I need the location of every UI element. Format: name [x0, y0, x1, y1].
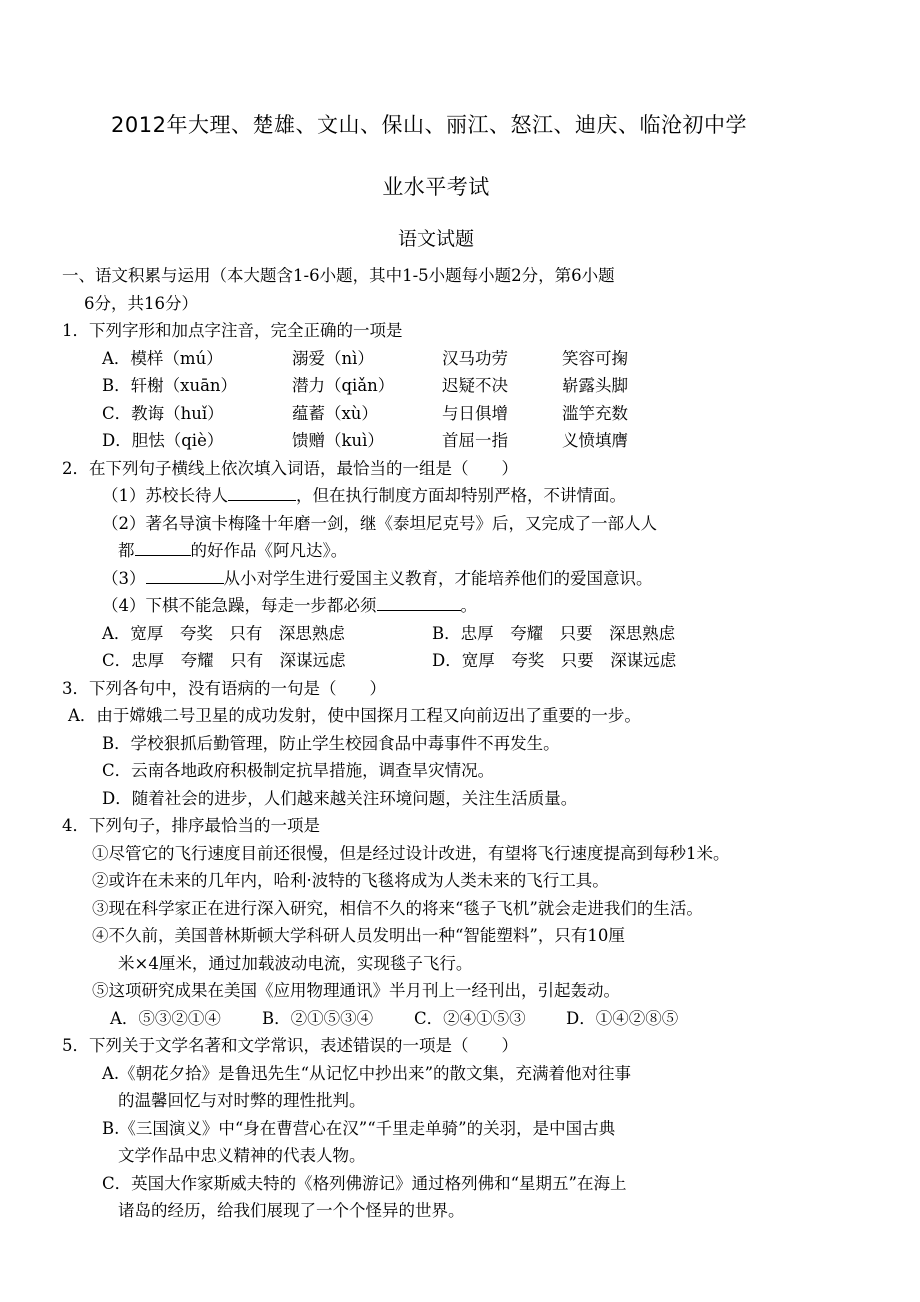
option-a-label: A．	[102, 348, 131, 368]
blank-1-input[interactable]	[228, 484, 296, 502]
question-4-option-b[interactable]	[262, 1005, 414, 1033]
question-4-stem	[62, 812, 810, 840]
option-b-label: B．	[102, 376, 131, 395]
section-heading-continuation: 6分，共16分）	[84, 293, 198, 313]
question-2-blank-2-line2	[118, 537, 810, 565]
exam-body	[62, 262, 810, 1225]
blank-4-label: （4）	[102, 596, 146, 615]
question-3-option-a[interactable]	[68, 702, 810, 730]
q5-option-a-text1: 《朝花夕拾》是鲁迅先生“从记忆中抄出来”的散文集，充满着他对往事	[119, 1063, 632, 1083]
question-2-option-a[interactable]	[102, 620, 432, 648]
option-b-word1: 轩榭（xuān）	[130, 376, 238, 395]
q4-option-c-label: C．	[414, 1008, 444, 1028]
option-a-col4: 笑容可掬	[562, 348, 628, 368]
page-title-line-2: 业水平考试	[382, 175, 490, 199]
blank-4-after: 。	[460, 596, 477, 615]
q4-option-b-text: ②①⑤③④	[290, 1008, 374, 1028]
question-4-stem-text: 下列句子，排序最恰当的一项是	[89, 816, 320, 835]
q5-option-b-text1: 《三国演义》中“身在曹营心在汉”“千里走单骑”的关羽，是中国古典	[119, 1118, 616, 1138]
question-2-blank-3	[102, 565, 810, 593]
question-4-item-3: ③现在科学家正在进行深入研究，相信不久的将来“毯子飞机”就会走进我们的生活。	[92, 898, 703, 918]
option-c-col3: 与日俱增	[442, 403, 508, 423]
question-5-stem-text: 下列关于文学名著和文学常识，表述错误的一项是（ ）	[89, 1036, 518, 1055]
question-2-number: 2．	[62, 458, 89, 478]
section-heading	[62, 262, 810, 290]
question-1-option-d[interactable]	[102, 427, 810, 455]
q2-option-d-label: D．	[432, 651, 462, 670]
question-2-option-c[interactable]	[102, 647, 432, 675]
option-d-word1: 胆怯（qiè）	[131, 431, 224, 450]
blank-4-before: 下棋不能急躁，每走一步都必须	[145, 596, 377, 615]
option-d-label: D．	[102, 431, 132, 450]
question-3-stem	[62, 675, 810, 703]
question-5-option-a-line1[interactable]	[102, 1060, 810, 1088]
blank-3-label: （3）	[102, 568, 146, 588]
question-1-stem-text: 下列字形和加点字注音，完全正确的一项是	[89, 321, 403, 340]
question-4-item-4-line1: ④不久前，美国普林斯顿大学科研人员发明出一种“智能塑料”，只有10厘	[92, 926, 625, 945]
question-4-option-d[interactable]	[566, 1005, 678, 1033]
question-1-option-c[interactable]	[102, 400, 810, 428]
blank-1-after: ，但在执行制度方面却特别严格，不讲情面。	[296, 486, 626, 505]
blank-2-line1-text: 著名导演卡梅隆十年磨一剑，继《泰坦尼克号》后，又完成了一部人人	[145, 513, 657, 533]
question-4-option-a[interactable]	[110, 1005, 262, 1033]
question-1-stem	[62, 317, 810, 345]
option-b-col4: 崭露头脚	[562, 376, 628, 395]
q4-option-d-label: D．	[566, 1008, 596, 1028]
section-heading-text: 一、语文积累与运用（本大题含1-6小题，其中1-5小题每小题2分，第6小题	[62, 266, 615, 285]
question-5-number: 5．	[62, 1036, 89, 1055]
q5-option-b-label: B.	[102, 1118, 120, 1138]
option-b-col2: 潜力（qiǎn）	[292, 376, 395, 395]
q5-option-c-label: C．	[102, 1173, 132, 1193]
q5-option-a-label: A.	[102, 1063, 120, 1083]
question-2-blank-4	[102, 592, 810, 620]
q3-option-c-text: 云南各地政府积极制定抗旱措施，调查旱灾情况。	[131, 761, 495, 780]
question-2-blank-2-line1	[102, 510, 810, 538]
option-d-col2: 馈赠（kuì）	[292, 431, 384, 450]
blank-3-input[interactable]	[146, 566, 224, 584]
question-4-item-5: ⑤这项研究成果在美国《应用物理通讯》半月刊上一经刊出，引起轰动。	[92, 981, 620, 1000]
question-2-options-row-2	[102, 647, 810, 675]
option-a-col1	[102, 345, 292, 373]
q4-option-a-text: ⑤③②①④	[138, 1008, 221, 1028]
question-4-options-row	[110, 1005, 810, 1033]
question-4-option-c[interactable]	[414, 1005, 566, 1033]
q5-option-c-text1: 英国大作家斯威夫特的《格列佛游记》通过格列佛和“星期五”在海上	[131, 1173, 627, 1193]
q3-option-d-text: 随着社会的进步，人们越来越关注环境问题，关注生活质量。	[131, 788, 578, 808]
option-c-label: C．	[102, 403, 132, 423]
q2-option-d-text: 宽厚 夸奖 只要 深谋远虑	[461, 651, 677, 670]
option-a-word1: 模样（mú）	[130, 348, 223, 368]
question-2-option-b[interactable]	[432, 620, 675, 648]
option-b-col1	[102, 372, 292, 400]
option-d-col3: 首屈一指	[442, 431, 508, 450]
q4-option-c-text: ②④①⑤③	[443, 1008, 526, 1028]
question-5-option-b-line1[interactable]	[102, 1115, 810, 1143]
blank-1-label: （1）	[102, 486, 146, 505]
q2-option-b-label: B．	[432, 623, 461, 643]
option-d-col4: 义愤填膺	[562, 431, 628, 450]
question-4-item-2: ②或许在未来的几年内，哈利·波特的飞毯将成为人类未来的飞行工具。	[92, 871, 609, 890]
page-title-line-1: 2012年大理、楚雄、文山、保山、丽江、怒江、迪庆、临沧初中学	[111, 113, 747, 137]
blank-2-after: 的好作品《阿凡达》。	[190, 541, 348, 560]
question-2-option-d[interactable]	[432, 647, 676, 675]
q3-option-c-label: C．	[102, 761, 132, 780]
question-2-stem	[62, 455, 810, 483]
blank-3-after: 从小对学生进行爱国主义教育，才能培养他们的爱国意识。	[223, 568, 653, 588]
question-5-option-c-line1[interactable]	[102, 1170, 810, 1198]
q3-option-d-label: D．	[102, 788, 132, 808]
q2-option-a-text: 宽厚 夸奖 只有 深思熟虑	[130, 623, 345, 643]
question-2-blank-1	[102, 482, 810, 510]
option-d-col1	[102, 427, 292, 455]
q2-option-b-text: 忠厚 夸耀 只要 深思熟虑	[460, 623, 676, 643]
blank-2-before: 都	[118, 541, 135, 560]
option-a-col2: 溺爱（nì）	[292, 348, 374, 368]
question-3-option-c[interactable]	[102, 757, 810, 785]
question-2-stem-text: 在下列句子横线上依次填入词语，最恰当的一组是（ ）	[89, 458, 518, 478]
blank-2-label: （2）	[102, 513, 146, 533]
question-1-number: 1．	[62, 321, 89, 340]
blank-4-input[interactable]	[377, 594, 461, 612]
question-5-option-b-line2: 文学作品中忠义精神的代表人物。	[118, 1146, 366, 1165]
question-2-options-row-1	[102, 620, 810, 648]
question-3-stem-text: 下列各句中，没有语病的一句是（ ）	[89, 678, 386, 698]
q4-option-d-text: ①④②⑧⑤	[595, 1008, 679, 1028]
question-3-number: 3．	[62, 678, 89, 698]
option-c-col2: 蕴蓄（xù）	[292, 403, 378, 423]
question-5-option-a-line2: 的温馨回忆与对时弊的理性批判。	[118, 1091, 366, 1110]
q3-option-a-text: 由于嫦娥二号卫星的成功发射，使中国探月工程又向前迈出了重要的一步。	[96, 706, 641, 725]
question-5-stem	[62, 1032, 810, 1060]
option-b-col3: 迟疑不决	[442, 376, 508, 395]
question-3-option-d[interactable]	[102, 785, 810, 813]
q3-option-b-text: 学校狠抓后勤管理，防止学生校园食品中毒事件不再发生。	[130, 733, 560, 753]
q4-option-b-label: B．	[262, 1008, 291, 1028]
blank-2-input[interactable]	[135, 539, 191, 557]
option-a-col3: 汉马功劳	[442, 348, 508, 368]
question-4-item-4-line2: 米×4厘米，通过加载波动电流，实现毯子飞行。	[118, 953, 473, 973]
q2-option-c-label: C．	[102, 651, 132, 670]
option-c-col1	[102, 400, 292, 428]
question-4-item-1: ①尽管它的飞行速度目前还很慢，但是经过设计改进，有望将飞行速度提高到每秒1米。	[92, 843, 730, 863]
q4-option-a-label: A．	[110, 1008, 139, 1028]
q3-option-b-label: B．	[102, 733, 131, 753]
q3-option-a-label: A．	[68, 706, 97, 725]
question-1-option-a[interactable]	[102, 345, 810, 373]
subject-title: 语文试题	[397, 228, 474, 250]
q2-option-a-label: A．	[102, 623, 131, 643]
blank-1-before: 苏校长待人	[145, 486, 228, 505]
q2-option-c-text: 忠厚 夸耀 只有 深谋远虑	[131, 651, 346, 670]
option-c-word1: 教诲（huǐ）	[131, 403, 224, 423]
question-4-number: 4．	[62, 816, 89, 835]
question-3-option-b[interactable]	[102, 730, 810, 758]
question-1-option-b[interactable]	[102, 372, 810, 400]
option-c-col4: 滥竽充数	[562, 403, 628, 423]
question-5-option-c-line2: 诸岛的经历，给我们展现了一个个怪异的世界。	[118, 1201, 465, 1220]
